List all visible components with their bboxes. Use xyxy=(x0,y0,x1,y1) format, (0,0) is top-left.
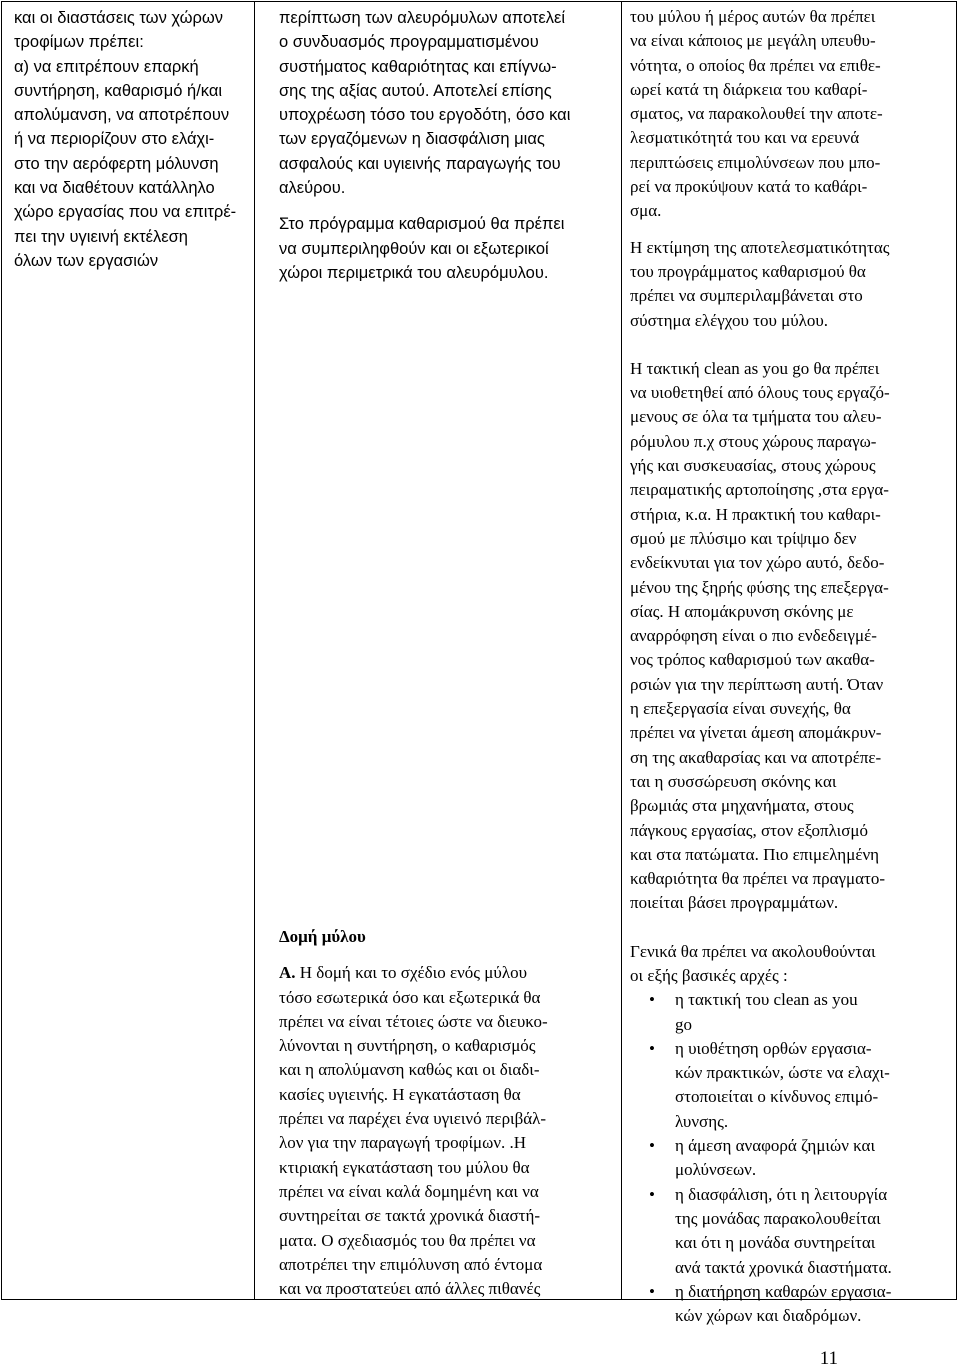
text-line: ρόμυλου π.χ στους χώρους παραγω- xyxy=(630,431,877,451)
text-line: να υιοθετηθεί από όλους τους εργαζό- xyxy=(630,383,890,403)
bullet-item-line xyxy=(630,1158,954,1182)
text-line: όλων των εργασιών xyxy=(14,251,159,270)
text-line: στο την αερόφερτη μόλυνση xyxy=(14,154,219,173)
text-line: ωρεί κατά τη διάρκεια του καθαρί- xyxy=(630,79,868,99)
mill-structure-paragraph xyxy=(279,961,615,1301)
text-line: πάγκους εργασίας, στον εξοπλισμό xyxy=(630,820,868,840)
text-line: να είναι κάποιος με μεγάλη υπευθυ- xyxy=(630,31,876,51)
text-line: λύνονται η συντήρηση, ο καθαρισμός xyxy=(279,1036,536,1056)
text-line: ποιείται βάσει προγραμμάτων. xyxy=(630,893,839,913)
text-line: πρέπει να συμπεριλαμβάνεται στο xyxy=(630,286,863,306)
section-heading-mill-structure: Δομή μύλου xyxy=(279,927,366,946)
bullet-item-line xyxy=(630,1061,954,1085)
bullet-text: λυνσης. xyxy=(675,1111,729,1131)
text-line: ση της ακαθαρσίας και να αποτρέπε- xyxy=(630,747,882,767)
text-line: βρωμιάς στα μηχανήματα, στους xyxy=(630,796,854,816)
text-line: ματα. Ο σχεδιασμός του θα πρέπει να xyxy=(279,1230,536,1250)
page-number: 11 xyxy=(819,1348,838,1369)
bullet-item-line xyxy=(630,1304,954,1328)
text-line: ή να περιορίζουν στο ελάχι- xyxy=(14,130,215,149)
bullet-item-line xyxy=(630,988,954,1012)
text-line: συντηρείται σε τακτά χρονικά διαστή- xyxy=(279,1206,540,1226)
text-line: τόσο εσωτερικά όσο και εξωτερικά θα xyxy=(279,987,541,1007)
text-line: συστήματος καθαριότητας και επίγνω- xyxy=(279,57,557,76)
bullet-item-line xyxy=(630,1037,954,1061)
text-line: λον για την παραγωγή τροφίμων. .Η xyxy=(279,1133,527,1153)
bullet-text: και ότι η μονάδα συντηρείται xyxy=(675,1233,876,1253)
bullet-text: η άμεση αναφορά ζημιών και xyxy=(675,1136,876,1156)
bullet-item-line xyxy=(630,1256,954,1280)
text-line: μενους σε όλα τα τμήματα του αλευ- xyxy=(630,407,882,427)
text-line: ρσιών για την περίπτωση αυτή. Όταν xyxy=(630,674,884,694)
text-line: καθαριότητα θα πρέπει να πραγματο- xyxy=(630,869,886,889)
clean-as-you-go-paragraph xyxy=(630,357,954,916)
bullet-item-line xyxy=(630,1280,954,1304)
text-line: αναρρόφηση είναι ο πιο ενδεδειγμέ- xyxy=(630,626,877,646)
text-line: α) να επιτρέπουν επαρκή xyxy=(14,57,199,76)
text-line: πει την υγιεινή εκτέλεση xyxy=(14,227,188,246)
bullet-text: κών πρακτικών, ώστε να ελαχι- xyxy=(675,1063,890,1083)
text-line: απολύμανση, να αποτρέπουν xyxy=(14,106,230,125)
text-line: γής και συσκευασίας, στους χώρους xyxy=(630,456,876,476)
bullet-text: go xyxy=(675,1014,692,1034)
text-line: των εργαζόμενων η διασφάλιση μιας xyxy=(279,130,545,149)
text-line: πρέπει να γίνεται άμεση απομάκρυν- xyxy=(630,723,882,743)
text-fragment: Η δομή και το σχέδιο ενός μύλου xyxy=(295,963,527,983)
text-line: κτιριακή εγκατάσταση του μύλου θα xyxy=(279,1157,530,1177)
left-column-lines xyxy=(14,6,246,273)
bullet-item-line xyxy=(630,1183,954,1207)
text-line: σύστημα ελέγχου του μύλου. xyxy=(630,310,829,330)
text-line: περιπτώσεις επιμολύνσεων που μπο- xyxy=(630,152,881,172)
text-line: νος τρόπος καθαρισμού των ακαθα- xyxy=(630,650,875,670)
text-line: αποτρέπει την επιμόλυνση από έντομα xyxy=(279,1254,543,1274)
column-divider-2 xyxy=(621,2,622,1299)
bullet-item-line xyxy=(630,1231,954,1255)
middle-column-top xyxy=(279,6,615,285)
text-line: Γενικά θα πρέπει να ακολουθούνται xyxy=(630,941,876,961)
bullet-item-line xyxy=(630,1207,954,1231)
cleaning-program-paragraph xyxy=(279,6,615,200)
principles-intro-paragraph xyxy=(630,940,954,989)
text-line: του μύλου ή μέρος αυτών θα πρέπει xyxy=(630,7,876,26)
text-line xyxy=(279,961,615,985)
text-line: η επεξεργασία είναι συνεχής, θα xyxy=(630,699,851,719)
bullet-icon: • xyxy=(649,1281,655,1301)
text-line: σης της αξίας αυτού. Αποτελεί επίσης xyxy=(279,81,552,100)
bullet-item-line xyxy=(630,1085,954,1109)
supervisor-paragraph xyxy=(630,5,954,224)
text-line: πρέπει να είναι τέτοιες ώστε να διευκο- xyxy=(279,1011,548,1031)
text-line: ο συνδυασμός προγραμματισμένου xyxy=(279,33,539,52)
text-line: περίπτωση των αλευρόμυλων αποτελεί xyxy=(279,9,566,27)
bullet-text: η διασφάλιση, ότι η λειτουργία xyxy=(675,1184,888,1204)
bullet-text: της μονάδας παρακολουθείται xyxy=(675,1208,881,1228)
bullet-icon: • xyxy=(649,1184,655,1204)
evaluation-paragraph xyxy=(630,236,954,333)
exterior-areas-paragraph xyxy=(279,212,615,285)
bullet-icon: • xyxy=(649,1136,655,1156)
bullet-text: ανά τακτά χρονικά διαστήματα. xyxy=(675,1257,892,1277)
text-line: πρέπει να είναι καλά δομημένη και να xyxy=(279,1181,539,1201)
column-divider-1 xyxy=(254,2,255,1299)
text-line: μένου της ξηρής φύσης της επεξεργα- xyxy=(630,577,889,597)
bullet-item-line xyxy=(630,1110,954,1134)
bullet-item-line xyxy=(630,1013,954,1037)
bullet-text: η υιοθέτηση ορθών εργασια- xyxy=(675,1038,872,1058)
bullet-text: στοποιείται ο κίνδυνος επιμό- xyxy=(675,1087,879,1107)
text-line: σίας. Η απομάκρυνση σκόνης με xyxy=(630,601,854,621)
text-line: χώροι περιμετρικά του αλευρόμυλου. xyxy=(279,263,549,282)
bullet-text: κών χώρων και διαδρόμων. xyxy=(675,1306,862,1326)
text-line: ασφαλούς και υγιεινής παραγωγής του xyxy=(279,154,561,173)
text-line: συντήρηση, καθαρισμό ή/και xyxy=(14,81,223,100)
text-line: Η εκτίμηση της αποτελεσματικότητας xyxy=(630,237,890,257)
text-line: ται η συσσώρευση σκόνης και xyxy=(630,771,837,791)
text-line: και στα πατώματα. Πιο επιμελημένη xyxy=(630,844,880,864)
left-column-text xyxy=(14,6,246,273)
text-line: σμα. xyxy=(630,201,662,221)
right-column-text xyxy=(630,5,954,1328)
text-line: κασίες υγιεινής. Η εγκατάσταση θα xyxy=(279,1084,521,1104)
middle-column-bottom xyxy=(279,925,615,1301)
text-line: Στο πρόγραμμα καθαρισμού θα πρέπει xyxy=(279,215,565,234)
text-line: οι εξής βασικές αρχές : xyxy=(630,965,788,985)
bullet-icon: • xyxy=(649,990,655,1010)
text-line: σμού με πλύσιμο και τρίψιμο δεν xyxy=(630,528,857,548)
text-line: νότητα, ο οποίος θα πρέπει να επιθε- xyxy=(630,55,881,75)
text-line: πρέπει να παρέχει ένα υγιεινό περιβάλ- xyxy=(279,1109,547,1129)
text-line: τροφίμων πρέπει: xyxy=(14,33,144,52)
text-line: και να διαθέτουν κατάλληλο xyxy=(14,179,215,198)
text-line: να συμπεριληφθούν και οι εξωτερικοί xyxy=(279,239,549,258)
bullet-icon: • xyxy=(649,1038,655,1058)
text-line: υποχρέωση τόσο του εργοδότη, όσο και xyxy=(279,106,571,125)
bullet-text: η τακτική του clean as you xyxy=(675,990,858,1010)
paragraph-lead: Α. xyxy=(279,963,296,983)
text-line: στήρια, κ.α. Η πρακτική του καθαρι- xyxy=(630,504,881,524)
bullet-text: η διατήρηση καθαρών εργασια- xyxy=(675,1281,892,1301)
text-line: χώρο εργασίας που να επιτρέ- xyxy=(14,203,237,222)
text-line: ρεί να προκύψουν κατά το καθάρι- xyxy=(630,177,868,197)
text-line: πειραματικής αρτοποίησης ,στα εργα- xyxy=(630,480,889,500)
text-line: ενδείκνυται για τον χώρο αυτό, δεδο- xyxy=(630,553,885,573)
bullet-text: μολύνσεων. xyxy=(675,1160,757,1180)
text-line: αλεύρου. xyxy=(279,179,346,198)
text-line: και να προστατεύει από άλλες πιθανές xyxy=(279,1279,541,1299)
text-line: Η τακτική clean as you go θα πρέπει xyxy=(630,358,880,378)
text-line: σματος, να παρακολουθεί την αποτε- xyxy=(630,104,883,124)
text-line: και η απολύμανση καθώς και οι διαδι- xyxy=(279,1060,540,1080)
principles-bullet-list xyxy=(630,988,954,1328)
text-line: του προγράμματος καθαρισμού θα xyxy=(630,261,866,281)
text-line: λεσματικότητά του και να ερευνά xyxy=(630,128,860,148)
text-line: και οι διαστάσεις των χώρων xyxy=(14,9,224,27)
bullet-item-line xyxy=(630,1134,954,1158)
